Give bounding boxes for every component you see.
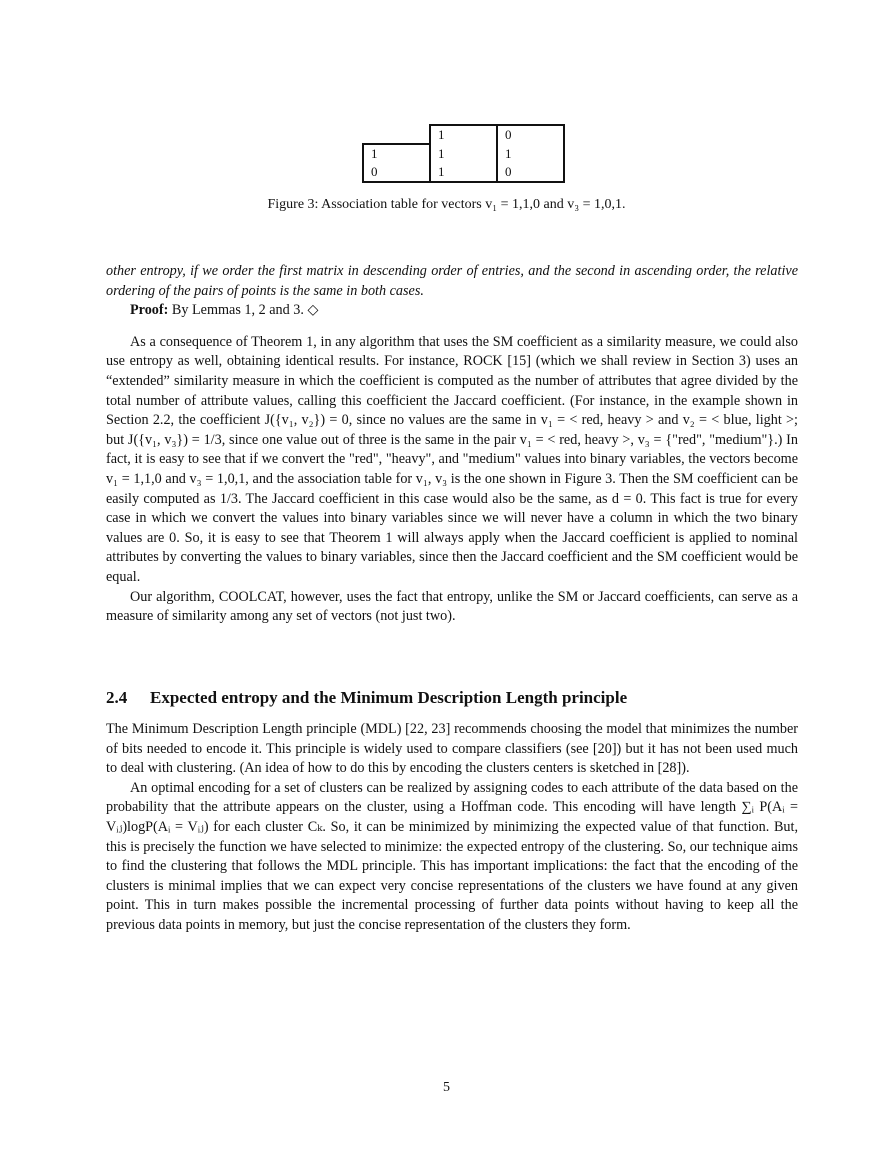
paragraph: Our algorithm, COOLCAT, however, uses the fact that entropy, unlike the SM or Jaccard coefficients, can serve as a measure of similarity among any set of vectors (not just two). (106, 588, 798, 625)
table-cell: 1 (430, 125, 497, 144)
table-cell: 0 (363, 163, 430, 182)
proof (106, 301, 798, 321)
section-title: Expected entropy and the Minimum Description Length principle (150, 688, 628, 707)
section-heading (106, 688, 627, 708)
association-table (362, 124, 565, 183)
proof-label: Proof: (130, 302, 169, 319)
table-cell: 0 (497, 125, 564, 144)
paragraph: The Minimum Description Length principle (MDL) [22, 23] recommends choosing the model that minimizes the number of bits needed to encode it. This principle is widely used to compare classifiers (see [20]) but it has not been used much to deal with clustering. (An idea of how to do this by encoding the clusters centers is sketched in [28]). (106, 721, 798, 777)
table-cell: 1 (363, 144, 430, 163)
table-cell: 1 (430, 163, 497, 182)
figure-caption: Figure 3: Association table for vectors v₁ = 1,1,0 and v₃ = 1,0,1. (267, 197, 626, 212)
table-cell: 1 (497, 144, 564, 163)
section-number: 2.4 (106, 688, 128, 707)
page-number: 5 (443, 1080, 450, 1095)
proof-text: By Lemmas 1, 2 and 3. ◇ (168, 302, 319, 319)
table-cell (363, 125, 430, 144)
table-row (363, 144, 564, 163)
text-block-bottom (106, 720, 798, 936)
paragraph: As a consequence of Theorem 1, in any algorithm that uses the SM coefficient as a similarity measure, we could also use entropy as well, obtaining identical results. For instance, ROCK [15] (which we shall review in Section 3) uses an “extended” similarity measure in which the coefficient is computed as the number of attributes that agree divided by the total number of attribute values, calling this coefficient the Jaccard coefficient. (For instance, in the example shown in Section 2.2, the coefficient J({v₁, v₂}) = 0, since no values are the same in v₁ = < red, heavy > and v₂ = < blue, light >; but J({v₁, v₃}) = 1/3, since one value out of three is the same in the pair v₁ = < red, heavy >, v₃ = {"red", "medium"}.) In fact, it is easy to see that if we convert the "red", "heavy", and "medium" values into binary variables, the vectors become v₁ = 1,1,0 and v₃ = 1,0,1, and the association table for v₁, v₃ is the one shown in Figure 3. Then the SM coefficient can be easily computed as 1/3. The Jaccard coefficient in this case would also be the same, as d = 0. This fact is true for every case in which we convert the values into binary variables since we will never have a column in which the two binary values are 0. So, it is easy to see that Theorem 1 will always apply when the Jaccard coefficient is applied to nominal attributes by converting the values to binary variables, since then the Jaccard coefficient and the SM coefficient would be equal. (106, 333, 798, 585)
theorem-tail: other entropy, if we order the first matrix in descending order of entries, and the second in ascending order, the relative ordering of the pairs of points is the same in both cases. (106, 263, 798, 299)
text-block-top (106, 262, 798, 627)
table-cell: 1 (430, 144, 497, 163)
paragraph: An optimal encoding for a set of clusters can be realized by assigning codes to each attribute of the data based on the probability that the attribute appears on the cluster, using a Hoffman code. This encoding will have length ∑ᵢ P(Aᵢ = Vᵢⱼ)logP(Aᵢ = Vᵢⱼ) for each cluster Cₖ. So, it can be minimized by minimizing the expected value of that function. But, this is precisely the function we have selected to minimize: the expected entropy of the clustering. So, our technique aims to find the clustering that follows the MDL principle. This has important implications: the fact that the encoding of the clusters is minimal implies that we can expect very concise representations of the clusters we have found at any given point. This in turn makes possible the incremental processing of further data points without having to keep all the previous data points in memory, but just the concise representation of the clusters they form. (106, 779, 798, 933)
table-row (363, 163, 564, 182)
table-row (363, 125, 564, 144)
table-cell: 0 (497, 163, 564, 182)
